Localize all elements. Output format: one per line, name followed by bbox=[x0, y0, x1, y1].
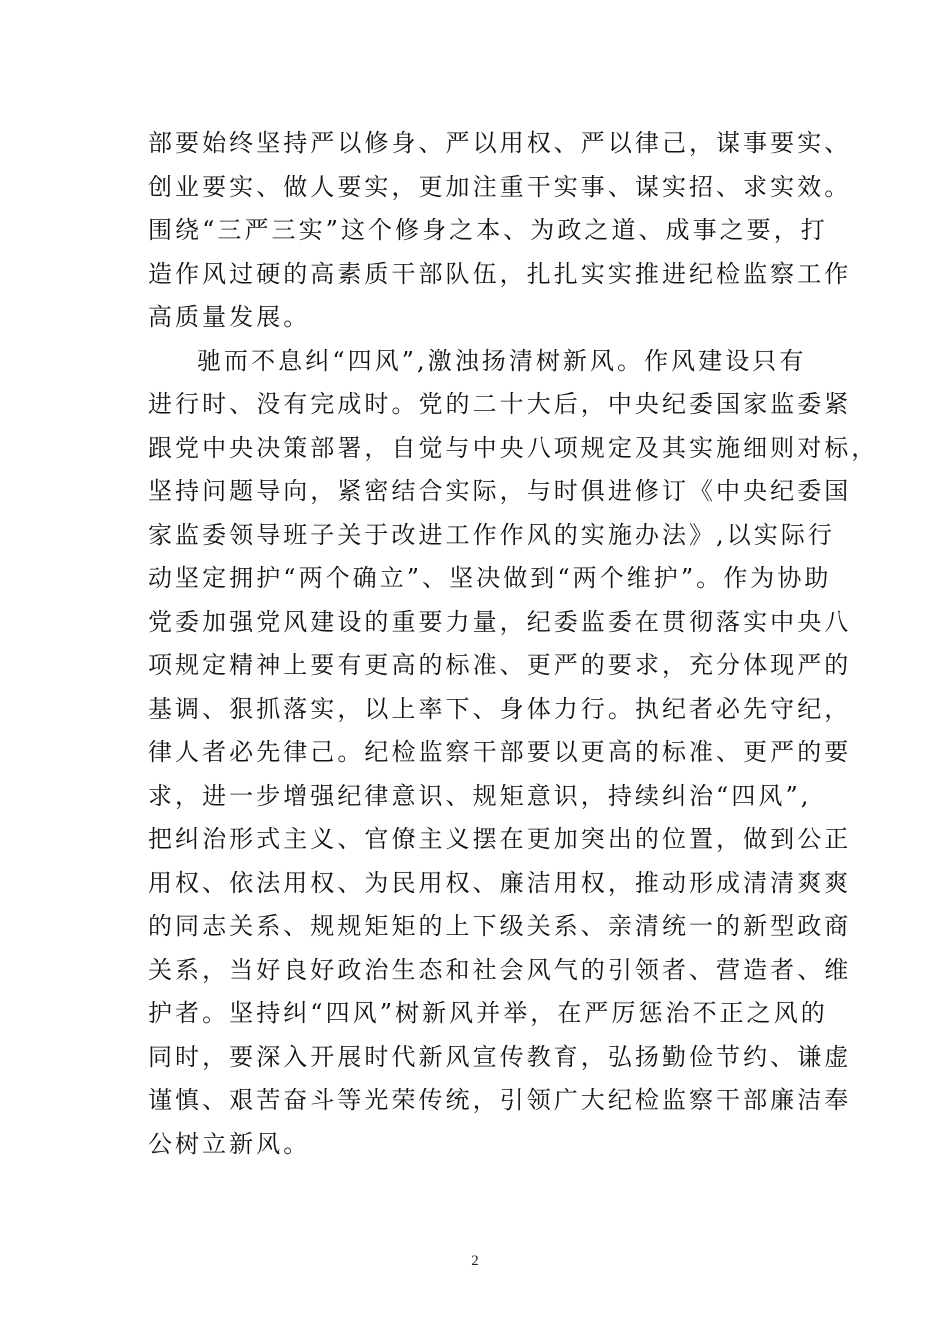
text-line: 公树立新风。 bbox=[148, 1129, 311, 1158]
text-line: 坚持问题导向，紧密结合实际，与时俱进修订《中央纪委国 bbox=[148, 477, 852, 505]
paragraph-2 bbox=[148, 340, 879, 1167]
text-line: 进行时、没有完成时。党的二十大后，中央纪委国家监委紧 bbox=[148, 390, 852, 418]
text-line: 关系，当好良好政治生态和社会风气的引领者、营造者、维 bbox=[148, 955, 852, 984]
text-line: 高质量发展。 bbox=[148, 303, 311, 331]
text-line: 把纠治形式主义、官僚主义摆在更加突出的位置，做到公正 bbox=[148, 825, 852, 853]
text-line: 律人者必先律己。纪检监察干部要以更高的标准、更严的要 bbox=[148, 738, 852, 766]
text-line: 同时，要深入开展时代新风宣传教育，弘扬勤俭节约、谦虚 bbox=[148, 1042, 852, 1071]
text-line: 谨慎、艰苦奋斗等光荣传统，引领广大纪检监察干部廉洁奉 bbox=[148, 1086, 852, 1114]
text-line: 的同志关系、规规矩矩的上下级关系、亲清统一的新型政商 bbox=[148, 912, 852, 940]
body-text bbox=[148, 122, 879, 1166]
text-line: 造作风过硬的高素质干部队伍，扎扎实实推进纪检监察工作 bbox=[148, 259, 852, 288]
text-line: 求，进一步增强纪律意识、规矩意识，持续纠治“四风”, bbox=[148, 781, 812, 810]
text-line: 动坚定拥护“两个确立”、坚决做到“两个维护”。作为协助 bbox=[148, 564, 832, 592]
text-line: 项规定精神上要有更高的标准、更严的要求，充分体现严的 bbox=[148, 651, 852, 679]
paragraph-1 bbox=[148, 122, 852, 340]
text-line: 跟党中央决策部署，自觉与中央八项规定及其实施细则对标， bbox=[148, 433, 879, 462]
text-line: 驰而不息纠“四风”,激浊扬清树新风。作风建设只有 bbox=[197, 346, 807, 375]
text-line: 基调、狠抓落实，以上率下、身体力行。执纪者必先守纪， bbox=[148, 694, 852, 723]
text-line: 党委加强党风建设的重要力量，纪委监委在贯彻落实中央八 bbox=[148, 607, 852, 636]
page-number: 2 bbox=[471, 1253, 479, 1269]
text-line: 围绕“三严三实”这个修身之本、为政之道、成事之要，打 bbox=[148, 216, 828, 244]
text-line: 用权、依法用权、为民用权、廉洁用权，推动形成清清爽爽 bbox=[148, 868, 852, 897]
text-line: 家监委领导班子关于改进工作作风的实施办法》,以实际行 bbox=[148, 520, 835, 549]
text-line: 护者。坚持纠“四风”树新风并举，在严厉惩治不正之风的 bbox=[148, 999, 828, 1027]
text-line: 创业要实、做人要实，更加注重干实事、谋实招、求实效。 bbox=[148, 172, 852, 201]
text-line: 部要始终坚持严以修身、严以用权、严以律己，谋事要实、 bbox=[148, 129, 852, 157]
